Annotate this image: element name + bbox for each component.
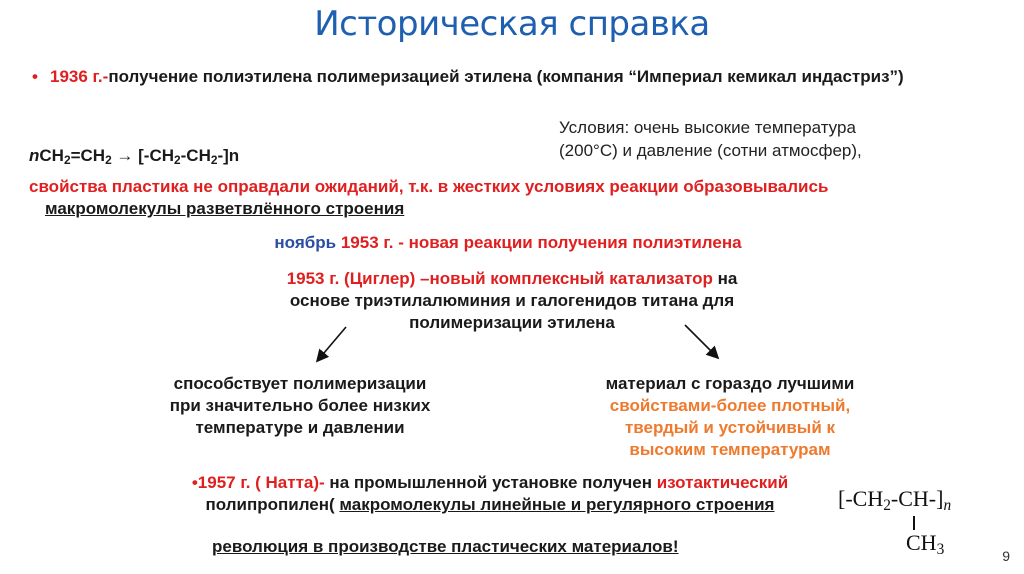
ziegler-line2: основе триэтилалюминия и галогенидов титана для <box>289 291 735 310</box>
plastic-note-underlined: макромолекулы разветвлённого строения <box>45 199 405 218</box>
natta-year: •1957 г. ( Натта)- <box>191 473 325 492</box>
left-branch-line3: температуре и давлении <box>195 418 405 437</box>
para-1936-text: получение полиэтилена полимеризацией этилена (компания “Империал кемикал индастриз”) <box>108 67 904 86</box>
reaction-sub: 2 <box>105 152 112 167</box>
reaction-n: n <box>29 146 40 165</box>
nov-dash: - <box>393 233 409 252</box>
reaction-sub: 2 <box>63 152 71 167</box>
reaction-part: -CH <box>180 146 211 165</box>
natta-text1: на промышленной установке получен <box>324 473 657 492</box>
year-1936: 1936 г.- <box>50 67 109 86</box>
natta-line2a: полипропилен( <box>205 495 340 514</box>
page-number: 9 <box>1002 548 1010 564</box>
nov-text: новая реакции получения полиэтилена <box>408 233 742 252</box>
nov-month: ноябрь <box>274 233 337 252</box>
left-arrow <box>318 327 346 360</box>
ziegler-line3: полимеризации этилена <box>409 313 615 332</box>
conditions-line2: (200°C) и давление (сотни атмосфер), <box>559 141 862 160</box>
right-branch <box>575 373 885 461</box>
formula-sub: 3 <box>936 540 945 558</box>
bullet: • <box>32 67 38 86</box>
natta-isotactic: изотактический <box>656 473 789 492</box>
left-branch-line1: способствует полимеризации <box>173 374 427 393</box>
natta-line2b: макромолекулы линейные и регулярного строения <box>339 495 775 514</box>
right-branch-line3: твердый и устойчивый к <box>624 418 836 437</box>
ziegler-red: 1953 г. (Циглер) –новый комплексный катализатор <box>286 269 713 288</box>
left-branch <box>140 373 460 439</box>
left-branch-line2: при значительно более низких <box>169 396 431 415</box>
revolution-text: революция в производстве пластических материалов! <box>212 537 679 556</box>
reaction-part: -]n <box>217 146 240 165</box>
natta-block <box>140 472 840 516</box>
right-arrow <box>685 325 717 357</box>
reaction-sub: 2 <box>174 152 181 167</box>
ziegler-rest1: на <box>712 269 738 288</box>
right-branch-line2: свойствами-более плотный, <box>609 396 851 415</box>
formula-part: -CH-] <box>890 486 944 511</box>
polypropylene-formula <box>838 486 988 566</box>
reaction-part: =CH <box>70 146 106 165</box>
reaction-sub: 2 <box>210 152 218 167</box>
plastic-note-red: свойства пластика не оправдали ожиданий, т.к. в жестких условиях реакции образовывались <box>29 177 829 196</box>
formula-n: n <box>943 496 952 514</box>
reaction-part: CH <box>39 146 64 165</box>
conditions-line1: Условия: очень высокие температура <box>559 118 856 137</box>
right-branch-line1: материал с гораздо лучшими <box>605 374 855 393</box>
reaction-part: → [-CH <box>111 146 175 165</box>
right-branch-line4: высоким температурам <box>629 440 831 459</box>
nov-year: 1953 г. <box>340 233 394 252</box>
formula-part: CH <box>906 530 937 555</box>
formula-sub: 2 <box>883 496 891 514</box>
formula-bond <box>913 516 915 530</box>
page-title: Историческая справка <box>314 4 710 44</box>
formula-part: [-CH <box>838 486 884 511</box>
